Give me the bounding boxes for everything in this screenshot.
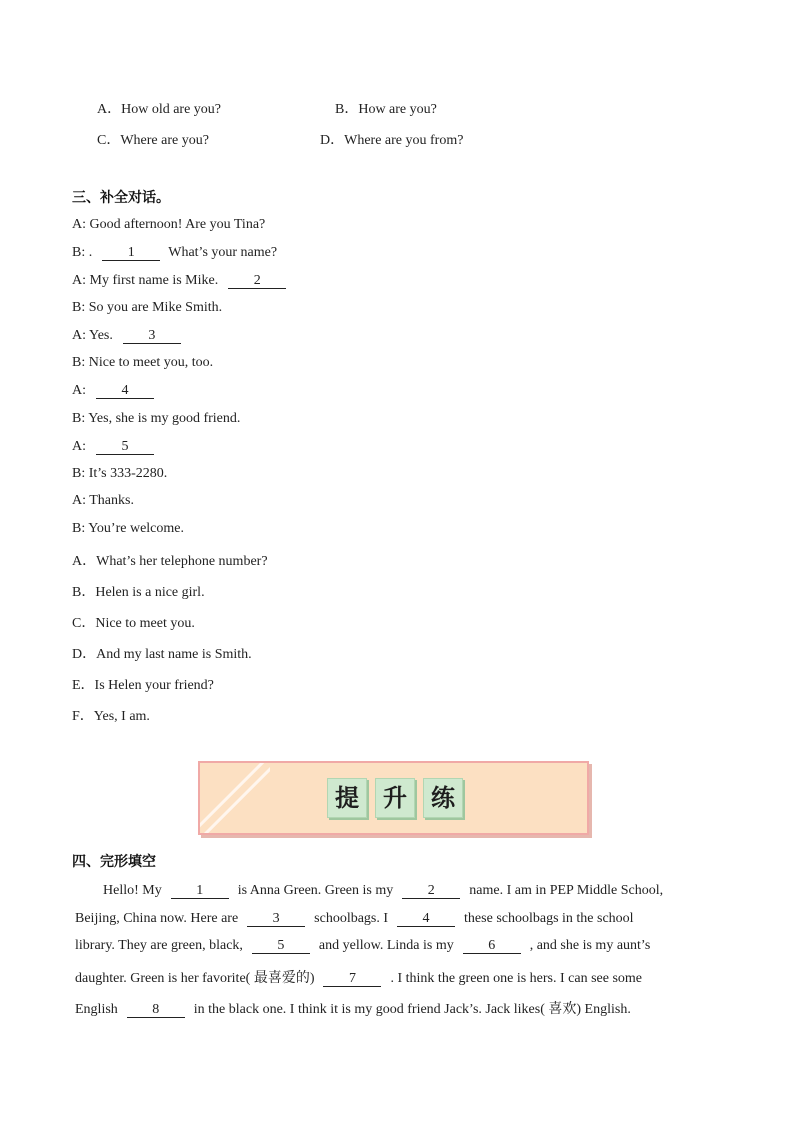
dialogue-text: B: Yes, she is my good friend. [72, 411, 241, 426]
banner [198, 761, 589, 835]
cloze-text: , and she is my aunt’s [529, 938, 651, 953]
cloze-blank[interactable]: 6 [463, 938, 521, 954]
dialogue-option: E．Is Helen your friend? [72, 678, 214, 693]
cloze-blank[interactable]: 4 [397, 911, 455, 927]
cloze-line [72, 998, 634, 1018]
cloze-text: in the black one. I think it is my good friend Jack’s. Jack likes( 喜欢) English. [193, 1002, 631, 1017]
dialogue-option: C．Nice to meet you. [72, 616, 195, 631]
dialogue-line [72, 328, 181, 344]
cloze-blank[interactable]: 8 [127, 1002, 185, 1018]
dialogue-line [72, 466, 167, 482]
dialogue-line [72, 355, 213, 371]
dialogue-text: A: Good afternoon! Are you Tina? [72, 217, 266, 232]
cloze-line [72, 967, 645, 987]
cloze-text: Hello! My [103, 883, 162, 898]
banner-stripe [200, 763, 270, 833]
dialogue-text: A: My first name is Mike. [72, 273, 219, 288]
dialogue-text: B: It’s 333-2280. [72, 466, 168, 481]
dialogue-line [72, 245, 277, 261]
dialogue-text: A: Yes. [72, 328, 113, 343]
dialogue-text: B: You’re welcome. [72, 521, 184, 536]
dialogue-line [72, 273, 286, 289]
answer-blank[interactable]: 4 [96, 383, 154, 399]
cloze-line [72, 938, 653, 954]
cloze-text: daughter. Green is her favorite( 最喜爱的) [75, 971, 315, 986]
dialogue-text: What’s your name? [168, 245, 278, 260]
answer-blank[interactable]: 2 [228, 273, 286, 289]
banner-char-1: 提 [327, 778, 367, 818]
dialogue-option: A．What’s her telephone number? [72, 554, 268, 569]
section-3-heading: 三、补全对话。 [72, 190, 170, 206]
cloze-line [72, 911, 637, 927]
section-4-heading: 四、完形填空 [72, 854, 156, 870]
cloze-blank[interactable]: 5 [252, 938, 310, 954]
dialogue-text: A: [72, 383, 86, 398]
dialogue-text: B: Nice to meet you, too. [72, 355, 214, 370]
dialogue-text: A: Thanks. [72, 493, 134, 508]
dialogue-line [72, 217, 265, 233]
dialogue-option: D．And my last name is Smith. [72, 647, 252, 662]
option-c: C．Where are you? [97, 133, 209, 148]
banner-char-3: 练 [423, 778, 463, 818]
answer-blank[interactable]: 5 [96, 439, 154, 455]
dialogue-line [72, 439, 154, 455]
dialogue-option: F．Yes, I am. [72, 709, 150, 724]
cloze-blank[interactable]: 1 [171, 883, 229, 899]
dialogue-text: B: So you are Mike Smith. [72, 300, 223, 315]
option-a: A．How old are you? [97, 102, 222, 117]
dialogue-text: A: [72, 439, 86, 454]
dialogue-option: B．Helen is a nice girl. [72, 585, 205, 600]
option-b: B．How are you? [335, 102, 437, 117]
dialogue-text: B: . [72, 245, 93, 260]
answer-blank[interactable]: 1 [102, 245, 160, 261]
dialogue-line [72, 411, 240, 427]
cloze-line [100, 883, 666, 899]
cloze-text: these schoolbags in the school [464, 911, 634, 926]
cloze-text: . I think the green one is hers. I can see some [390, 971, 643, 986]
dialogue-line [72, 300, 222, 316]
dialogue-line [72, 521, 184, 537]
answer-blank[interactable]: 3 [123, 328, 181, 344]
dialogue-line [72, 383, 154, 399]
dialogue-line [72, 493, 134, 509]
cloze-text: library. They are green, black, [75, 938, 243, 953]
cloze-text: is Anna Green. Green is my [237, 883, 394, 898]
cloze-blank[interactable]: 2 [402, 883, 460, 899]
cloze-blank[interactable]: 7 [323, 971, 381, 987]
cloze-text: name. I am in PEP Middle School, [469, 883, 664, 898]
cloze-text: schoolbags. I [314, 911, 389, 926]
cloze-text: Beijing, China now. Here are [75, 911, 239, 926]
option-d: D．Where are you from? [320, 133, 464, 148]
cloze-text: English [75, 1002, 118, 1017]
banner-char-2: 升 [375, 778, 415, 818]
cloze-text: and yellow. Linda is my [318, 938, 454, 953]
cloze-blank[interactable]: 3 [247, 911, 305, 927]
